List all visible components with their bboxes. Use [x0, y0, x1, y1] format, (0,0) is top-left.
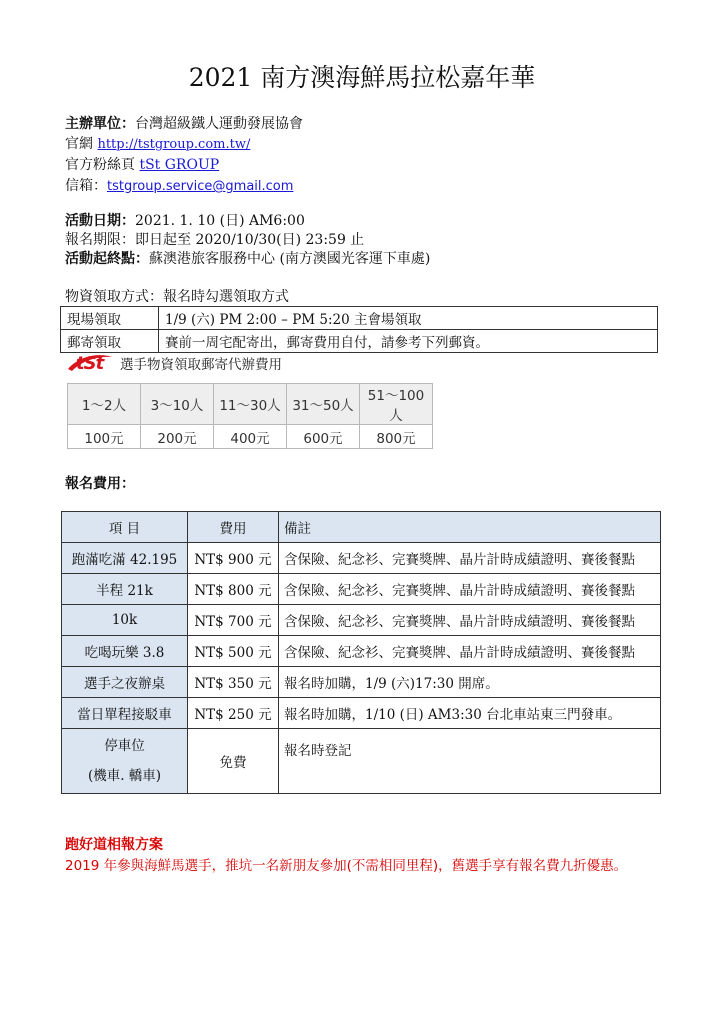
start-finish-label: 活動起終點：: [65, 251, 149, 267]
parking-label: 停車位: [104, 738, 145, 754]
registration-fee-table: [61, 511, 661, 794]
fee-item: 吃喝玩樂 3.8: [62, 636, 188, 667]
organizer-value: 台灣超級鐵人運動發展協會: [135, 116, 303, 132]
pickup-table: [60, 306, 658, 353]
table-row: [62, 543, 661, 574]
fanpage-link[interactable]: tSt GROUP: [139, 157, 220, 173]
fanpage-label: 官方粉絲頁: [65, 157, 140, 173]
fee-price: NT$ 700 元: [188, 605, 279, 636]
table-row: [62, 729, 661, 794]
page-title: 2021 南方澳海鮮馬拉松嘉年華: [188, 63, 536, 92]
fee-note: 報名時登記: [279, 729, 661, 794]
start-finish-value: 蘇澳港旅客服務中心 (南方澳國光客運下車處): [149, 251, 431, 267]
fee-note: 含保險、紀念衫、完賽獎牌、晶片計時成績證明、賽後餐點: [279, 574, 661, 605]
fee-price: NT$ 800 元: [188, 574, 279, 605]
table-row: [62, 512, 661, 543]
pickup-detail: 1/9 (六) PM 2:00 – PM 5:20 主會場領取: [159, 307, 658, 330]
fee-price: NT$ 250 元: [188, 698, 279, 729]
fee-item-parking: [62, 729, 188, 794]
shipping-fee: 400元: [214, 425, 287, 449]
table-row: [62, 667, 661, 698]
shipping-header: 1～2人: [68, 384, 141, 425]
pickup-detail: 賽前一周宅配寄出，郵寄費用自付，請參考下列郵資。: [159, 330, 658, 353]
shipping-header: 3～10人: [141, 384, 214, 425]
promo-text: 2019 年參與海鮮馬選手，推坑一名新朋友參加(不需相同里程)，舊選手享有報名費九折優惠。: [65, 858, 628, 874]
fee-header-price: 費用: [188, 512, 279, 543]
email-line: [65, 177, 293, 196]
email-link[interactable]: tstgroup.service@gmail.com: [107, 179, 294, 194]
organizer-line: [65, 115, 303, 133]
shipping-fee-table: [67, 383, 433, 449]
shipping-fee: 100元: [68, 425, 141, 449]
fee-note: 報名時加購，1/9 (六)17:30 開席。: [279, 667, 661, 698]
event-date-line: [65, 212, 305, 230]
fee-heading: 報名費用：: [65, 476, 135, 492]
table-row: [62, 636, 661, 667]
logo-text: tSt: [76, 353, 104, 374]
table-row: [68, 384, 433, 425]
event-date-label: 活動日期：: [65, 213, 135, 229]
email-label: 信箱：: [65, 178, 107, 194]
fee-item: 半程 21k: [62, 574, 188, 605]
pickup-heading: 物資領取方式：報名時勾選領取方式: [65, 289, 289, 305]
shipping-fee: 200元: [141, 425, 214, 449]
fee-item: 跑滿吃滿 42.195: [62, 543, 188, 574]
shipping-caption: 選手物資領取郵寄代辦費用: [120, 357, 282, 373]
fee-header-note: 備註: [279, 512, 661, 543]
website-link[interactable]: http://tstgroup.com.tw/: [97, 137, 251, 152]
fee-note: 報名時加購，1/10 (日) AM3:30 台北車站東三門發車。: [279, 698, 661, 729]
fee-price: 免費: [188, 729, 279, 794]
registration-deadline-line: [65, 231, 364, 249]
fee-header-item: 項 目: [62, 512, 188, 543]
table-row: [62, 698, 661, 729]
fee-note: 含保險、紀念衫、完賽獎牌、晶片計時成績證明、賽後餐點: [279, 636, 661, 667]
fee-item: 當日單程接駁車: [62, 698, 188, 729]
registration-deadline-value: 即日起至 2020/10/30(日) 23:59 止: [135, 232, 365, 248]
shipping-fee: 800元: [360, 425, 433, 449]
tst-logo: [66, 351, 114, 375]
fee-note: 含保險、紀念衫、完賽獎牌、晶片計時成績證明、賽後餐點: [279, 605, 661, 636]
website-label: 官網: [65, 136, 98, 152]
shipping-fee: 600元: [287, 425, 360, 449]
fee-price: NT$ 900 元: [188, 543, 279, 574]
fee-item: 10k: [62, 605, 188, 636]
shipping-header: 31～50人: [287, 384, 360, 425]
website-line: [65, 135, 250, 154]
shipping-header: 11～30人: [214, 384, 287, 425]
shipping-logo-row: [66, 350, 282, 376]
table-row: [68, 425, 433, 449]
fee-price: NT$ 500 元: [188, 636, 279, 667]
start-finish-line: [65, 250, 430, 268]
fee-item: 選手之夜辦桌: [62, 667, 188, 698]
table-row: [62, 574, 661, 605]
promo-title: 跑好道相報方案: [65, 837, 163, 853]
parking-sub-label: (機車. 轎車): [87, 768, 162, 784]
fanpage-line: [65, 156, 219, 174]
registration-deadline-label: 報名期限：: [65, 232, 135, 248]
pickup-method: 現場領取: [61, 307, 159, 330]
fee-price: NT$ 350 元: [188, 667, 279, 698]
table-row: [61, 307, 658, 330]
fee-note: 含保險、紀念衫、完賽獎牌、晶片計時成績證明、賽後餐點: [279, 543, 661, 574]
event-date-value: 2021. 1. 10 (日) AM6:00: [135, 213, 305, 229]
table-row: [62, 605, 661, 636]
organizer-label: 主辦單位：: [65, 116, 135, 132]
shipping-header: 51～100人: [360, 384, 433, 425]
pickup-method: 郵寄領取: [61, 330, 159, 353]
